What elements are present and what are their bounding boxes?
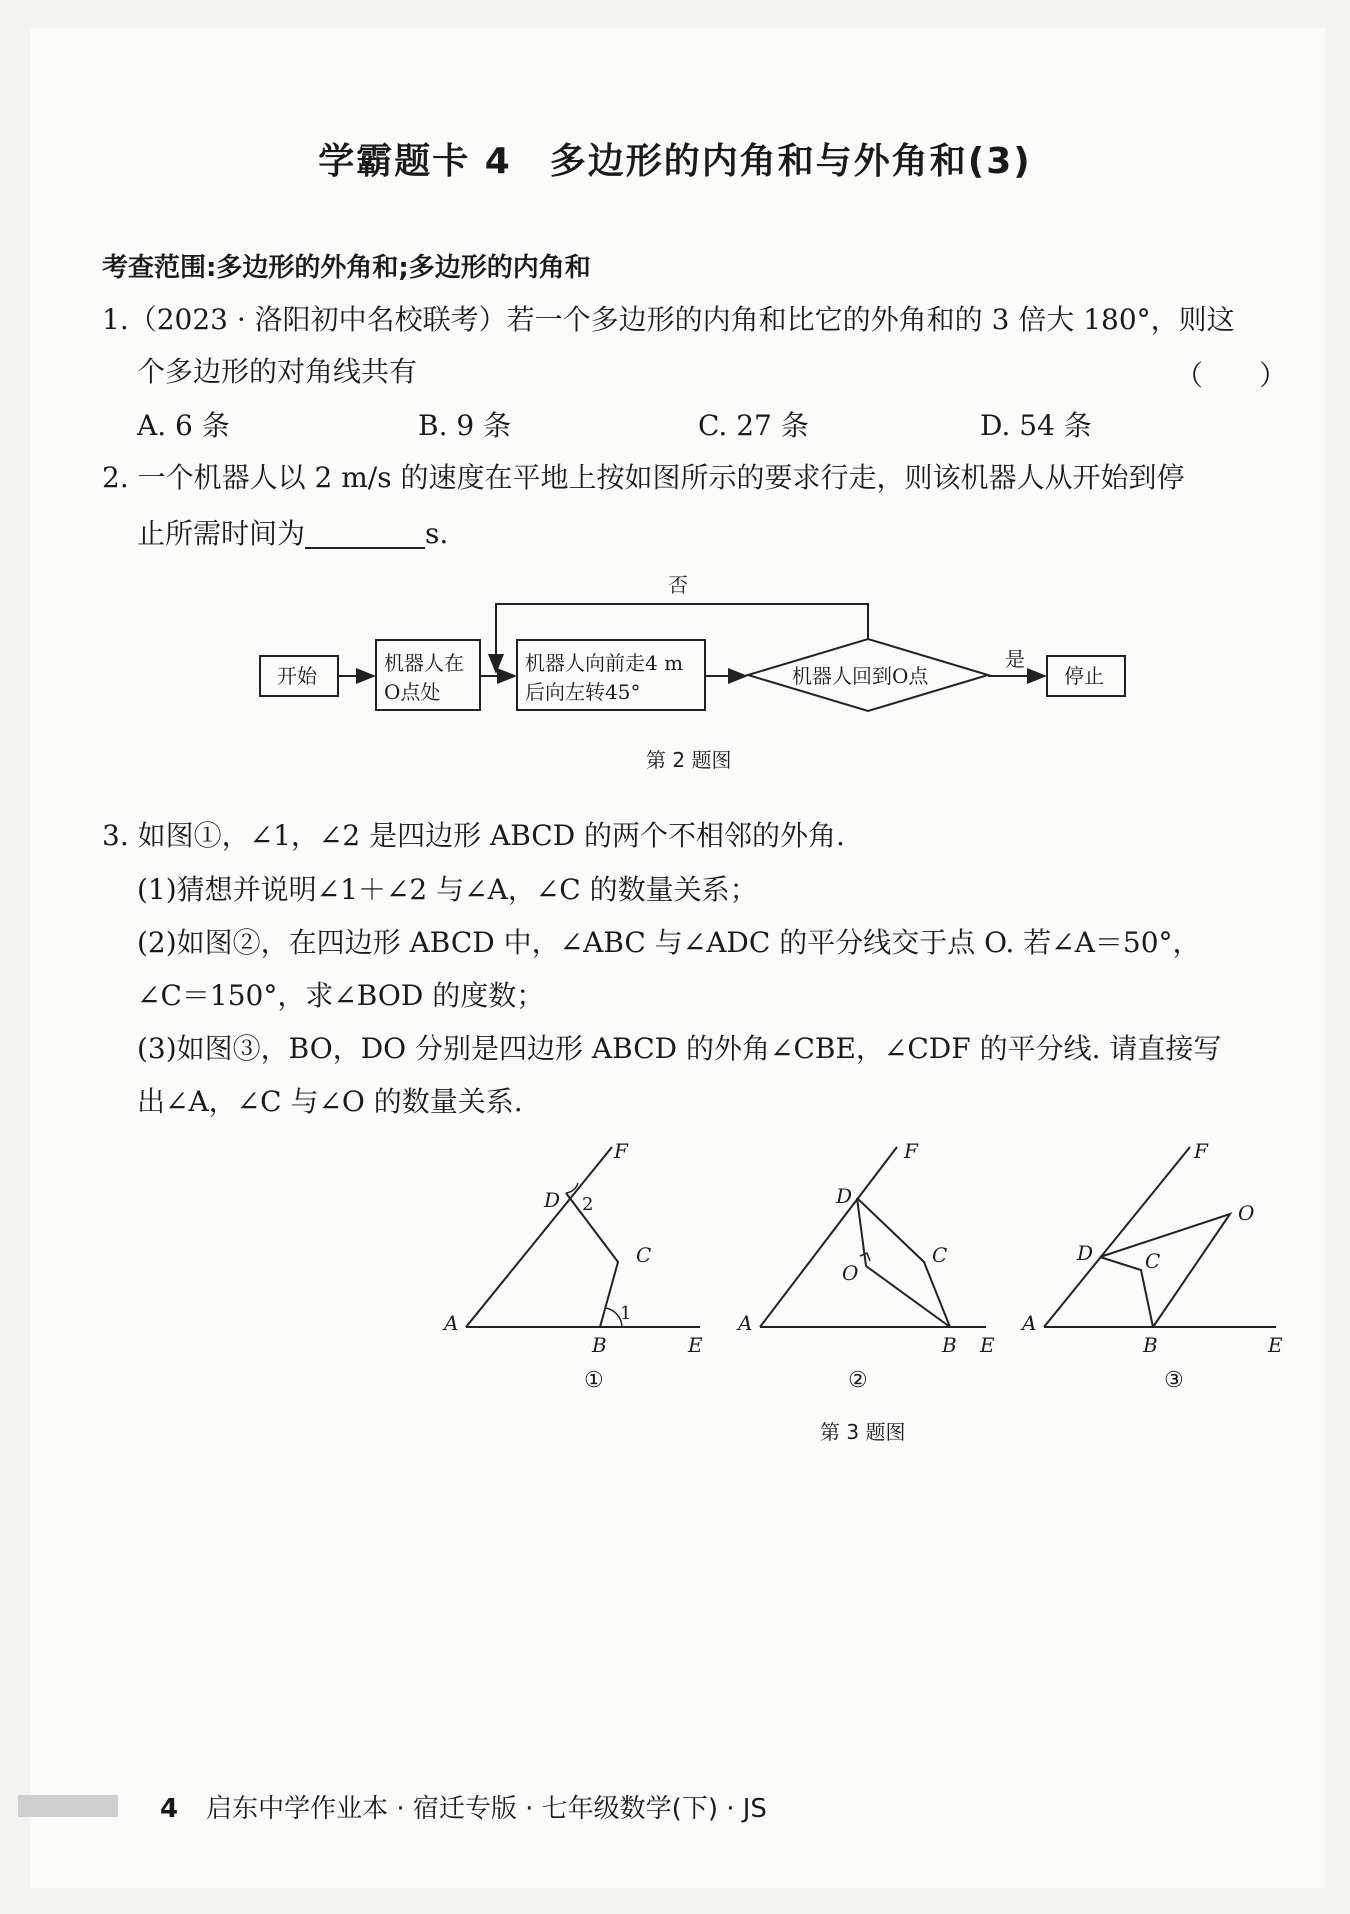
fig2-label-o: O xyxy=(842,1261,859,1285)
fig3-label-e: E xyxy=(1268,1333,1283,1357)
q2-line2-prefix: 止所需时间为 xyxy=(137,517,306,550)
fig2-label-e: E xyxy=(980,1333,995,1357)
flow-box2-line2: 后向左转45° xyxy=(525,680,641,704)
fig3-label-c: C xyxy=(1145,1249,1161,1273)
flow-box1-line1: 机器人在 xyxy=(384,651,464,675)
flow-box1-line2: O点处 xyxy=(384,680,441,704)
flow-stop-label: 停止 xyxy=(1064,664,1104,688)
flow-diamond-label: 机器人回到O点 xyxy=(792,664,929,688)
fig1-number: ① xyxy=(584,1368,604,1393)
q1-answer-paren: （ ） xyxy=(1175,359,1288,392)
fig3-label-f: F xyxy=(1194,1139,1208,1163)
fig1-angle-2: 2 xyxy=(582,1194,594,1215)
q2-line2-suffix: s. xyxy=(425,517,449,550)
footer-text: 启东中学作业本 · 宿迁专版 · 七年级数学(下) · JS xyxy=(206,1794,767,1824)
q1-option-a: A. 6 条 xyxy=(137,409,230,442)
flow-yes-label: 是 xyxy=(1005,647,1025,671)
fig2-label-c: C xyxy=(932,1243,948,1267)
q1-line1: 1.（2023 · 洛阳初中名校联考）若一个多边形的内角和比它的外角和的 3 倍大 180°，则这 xyxy=(102,303,1235,336)
fig3-number: ③ xyxy=(1164,1368,1184,1393)
q1-option-c: C. 27 条 xyxy=(698,409,809,442)
fig3-label-a: A xyxy=(1022,1311,1037,1335)
fig2-label-a: A xyxy=(738,1311,753,1335)
flow-no-label: 否 xyxy=(668,573,688,597)
fig2-label-d: D xyxy=(836,1184,853,1208)
exam-scope: 考查范围:多边形的外角和;多边形的内角和 xyxy=(102,253,591,283)
figure-3 xyxy=(1020,1139,1283,1393)
q2-figure-caption: 第 2 题图 xyxy=(646,748,732,772)
flow-box2-line1: 机器人向前走4 m xyxy=(525,651,684,675)
figure-1 xyxy=(442,1139,703,1393)
fig1-label-a: A xyxy=(444,1311,459,1335)
q3-line5: (3)如图③，BO，DO 分别是四边形 ABCD 的外角∠CBE，∠CDF 的平分线. 请直接写 xyxy=(137,1032,1222,1065)
figure-2 xyxy=(736,1139,995,1393)
q3-line6: 出∠A，∠C 与∠O 的数量关系. xyxy=(137,1085,523,1118)
q3-line1: 3. 如图①，∠1，∠2 是四边形 ABCD 的两个不相邻的外角. xyxy=(102,819,845,852)
flow-start-label: 开始 xyxy=(277,664,317,688)
fig1-label-e: E xyxy=(688,1333,703,1357)
page-footer xyxy=(160,1788,767,1825)
fig1-label-c: C xyxy=(636,1243,652,1267)
q1-line2: 个多边形的对角线共有 xyxy=(137,355,418,388)
fig1-label-b: B xyxy=(592,1333,607,1357)
fig1-angle-1: 1 xyxy=(620,1303,632,1324)
fig1-label-f: F xyxy=(614,1139,628,1163)
fig2-label-f: F xyxy=(904,1139,918,1163)
q1-option-b: B. 9 条 xyxy=(418,409,512,442)
q3-figure-caption: 第 3 题图 xyxy=(820,1420,906,1444)
fig1-label-d: D xyxy=(544,1188,561,1212)
fig3-label-d: D xyxy=(1077,1241,1094,1265)
q3-line3: (2)如图②，在四边形 ABCD 中，∠ABC 与∠ADC 的平分线交于点 O. 若∠A＝50°， xyxy=(137,926,1201,959)
fig2-label-b: B xyxy=(942,1333,957,1357)
q1-option-d: D. 54 条 xyxy=(980,409,1092,442)
q3-line2: (1)猜想并说明∠1＋∠2 与∠A，∠C 的数量关系； xyxy=(137,873,758,906)
page-number: 4 xyxy=(160,1794,179,1824)
q3-line4: ∠C＝150°，求∠BOD 的度数； xyxy=(137,979,545,1012)
fig3-label-b: B xyxy=(1143,1333,1158,1357)
q2-line1: 2. 一个机器人以 2 m/s 的速度在平地上按如图所示的要求行走，则该机器人从开始到停 xyxy=(102,461,1185,494)
fig2-number: ② xyxy=(848,1368,868,1393)
footer-gray-bar xyxy=(18,1795,118,1817)
fig3-label-o: O xyxy=(1238,1201,1255,1225)
page-title: 学霸题卡 4 多边形的内角和与外角和(3) xyxy=(318,141,1032,182)
